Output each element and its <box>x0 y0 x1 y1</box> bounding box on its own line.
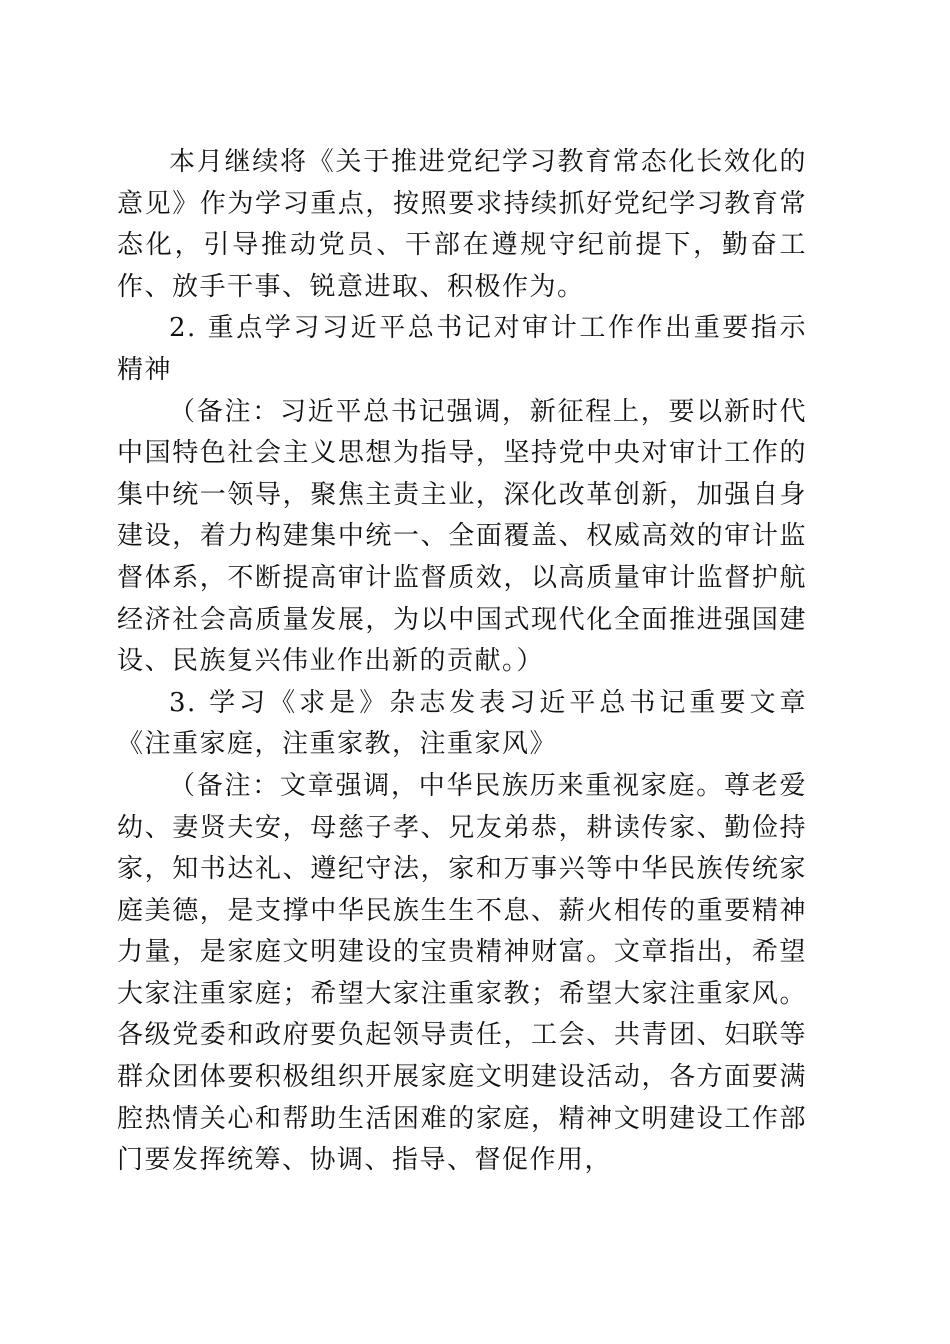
note-qiushi-article: （备注：文章强调，中华民族历来重视家庭。尊老爱幼、妻贤夫安，母慈子孝、兄友弟恭，耕读传家、勤俭持家，知书达礼、遵纪守法，家和万事兴等中华民族传统家庭美德，是支撑中华民族生生不息、薪火相传的重要精神力量，是家庭文明建设的宝贵精神财富。文章指出，希望大家注重家庭；希望大家注重家教；希望大家注重家风。各级党委和政府要负起领导责任，工会、共青团、妇联等群众团体要积极组织开展家庭文明建设活动，各方面要满腔热情关心和帮助生活困难的家庭，精神文明建设工作部门要发挥统筹、协调、指导、督促作用， <box>117 770 807 1176</box>
heading-audit-instructions: 2. 重点学习习近平总书记对审计工作作出重要指示精神 <box>117 313 807 385</box>
heading-qiushi-article: 3. 学习《求是》杂志发表习近平总书记重要文章《注重家庭，注重家教，注重家风》 <box>117 687 807 760</box>
note-audit-instructions: （备注：习近平总书记强调，新征程上，要以新时代中国特色社会主义思想为指导，坚持党中央对审计工作的集中统一领导，聚焦主责主业，深化改革创新，加强自身建设，着力构建集中统一、全面覆盖、权威高效的审计监督体系，不断提高审计监督质效，以高质量审计监督护航经济社会高质量发展，为以中国式现代化全面推进强国建设、民族复兴伟业作出新的贡献。） <box>117 396 807 677</box>
document-body <box>117 142 807 1182</box>
paragraph-study-focus: 本月继续将《关于推进党纪学习教育常态化长效化的意见》作为学习重点，按照要求持续抓好党纪学习教育常态化，引导推动党员、干部在遵规守纪前提下，勤奋工作、放手干事、锐意进取、积极作为。 <box>117 147 807 302</box>
